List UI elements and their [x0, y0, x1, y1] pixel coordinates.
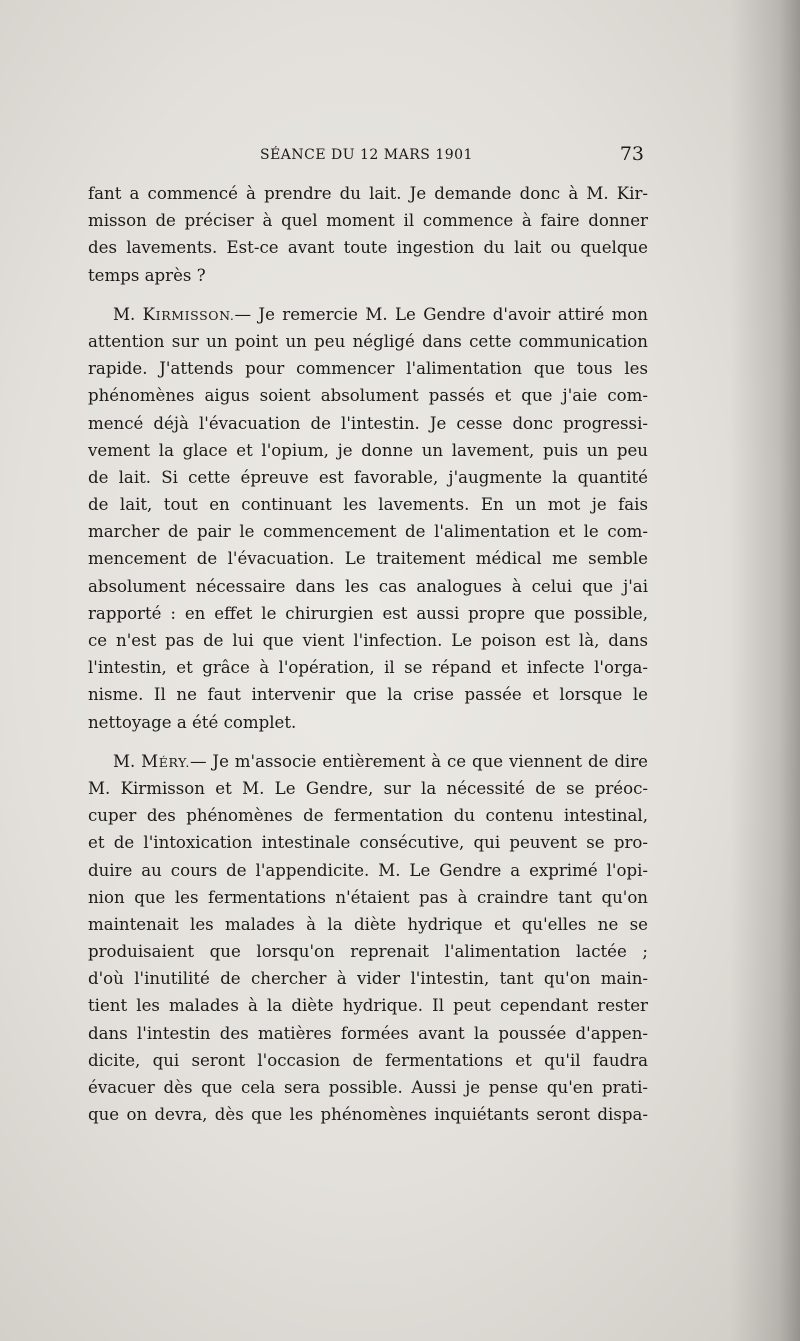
speaker-rest: — Je remercie M. Le Gendre d'avoir attiré mon [234, 304, 648, 324]
text-line: rapporté : en effet le chirurgien est aussi propre que possible, [88, 603, 648, 623]
text-line: nisme. Il ne faut intervenir que la crise passée et lorsque le [88, 685, 648, 705]
speaker-prefix: M. [113, 304, 143, 324]
text-line: mencement de l'évacuation. Le traitement médical me semble [88, 549, 648, 569]
text-line: évacuer dès que cela sera possible. Aussi je pense qu'en prati- [88, 1078, 648, 1097]
text-line: nettoyage a été complet. [88, 712, 297, 732]
text-line: maintenait les malades à la diète hydrique et qu'elles ne se [88, 914, 648, 934]
text-line: des lavements. Est-ce avant toute ingestion du lait ou quelque [88, 238, 648, 258]
text-line: dans l'intestin des matières formées avant la poussée d'appen- [88, 1023, 648, 1043]
text-line: rapide. J'attends pour commencer l'alimentation que tous les [88, 359, 648, 379]
speaker-name: KIRMISSON. [142, 304, 235, 324]
text-line: que on devra, dès que les phénomènes inquiétants seront dispa- [88, 1105, 648, 1125]
text-line: fant a commencé à prendre du lait. Je demande donc à M. Kir- [88, 184, 648, 203]
text-line: mencé déjà l'évacuation de l'intestin. Je cesse donc progressi- [88, 413, 648, 433]
body-text [88, 180, 648, 1128]
page-header [88, 143, 644, 173]
page-edge-shadow [730, 0, 800, 1341]
text-line: temps après ? [88, 265, 206, 285]
text-line: de lait. Si cette épreuve est favorable, j'augmente la quantité [88, 467, 648, 487]
text-line: marcher de pair le commencement de l'alimentation et le com- [88, 522, 648, 542]
paragraph-continuation [88, 180, 648, 289]
text-line: tient les malades à la diète hydrique. Il peut cependant rester [88, 996, 648, 1016]
paragraph-kirmisson [88, 301, 648, 736]
speaker-prefix: M. [113, 751, 142, 771]
text-line: attention sur un point un peu négligé dans cette communication [88, 331, 648, 351]
text-line: et de l'intoxication intestinale consécutive, qui peuvent se pro- [88, 833, 648, 853]
page-number: 73 [619, 143, 644, 165]
text-line: produisaient que lorsqu'on reprenait l'alimentation lactée ; [88, 942, 648, 962]
speaker-name: MÉRY. [141, 751, 190, 771]
speaker-line [88, 301, 648, 328]
speaker-line [88, 748, 648, 775]
speaker-rest: — Je m'associe entièrement à ce que viennent de dire [189, 751, 648, 771]
text-line: M. Kirmisson et M. Le Gendre, sur la nécessité de se préoc- [88, 778, 648, 798]
paragraph-mery [88, 748, 648, 1129]
text-line: ce n'est pas de lui que vient l'infection. Le poison est là, dans [88, 631, 648, 650]
text-line: phénomènes aigus soient absolument passés et que j'aie com- [88, 386, 648, 406]
running-head: SÉANCE DU 12 MARS 1901 [260, 147, 473, 163]
text-line: de lait, tout en continuant les lavements. En un mot je fais [88, 495, 648, 515]
text-line: absolument nécessaire dans les cas analogues à celui que j'ai [88, 576, 648, 596]
text-line: nion que les fermentations n'étaient pas à craindre tant qu'on [88, 887, 648, 907]
text-line: d'où l'inutilité de chercher à vider l'intestin, tant qu'on main- [88, 969, 648, 989]
text-line: dicite, qui seront l'occasion de fermentations et qu'il faudra [88, 1050, 648, 1070]
text-line: duire au cours de l'appendicite. M. Le Gendre a exprimé l'opi- [88, 860, 648, 880]
text-line: l'intestin, et grâce à l'opération, il se répand et infecte l'orga- [88, 658, 648, 678]
text-line: misson de préciser à quel moment il commence à faire donner [88, 211, 648, 231]
text-line: vement la glace et l'opium, je donne un lavement, puis un peu [88, 440, 648, 460]
text-line: cuper des phénomènes de fermentation du contenu intestinal, [88, 806, 648, 826]
